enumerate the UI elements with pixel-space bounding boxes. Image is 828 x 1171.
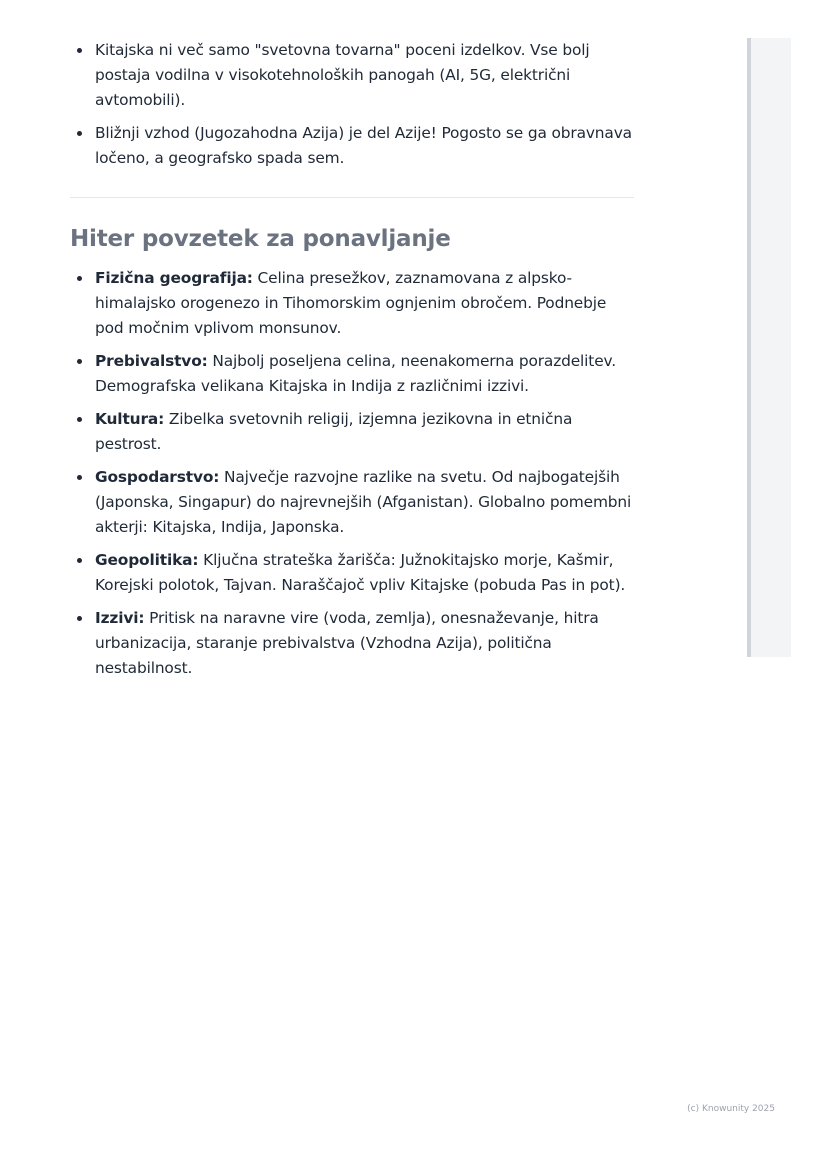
item-text: Zibelka svetovnih religij, izjemna jezikovna in etnična pestrost. [95, 410, 573, 453]
list-item: Bližnji vzhod (Jugozahodna Azija) je del Azije! Pogosto se ga obravnava ločeno, a geografsko spada sem. [70, 121, 636, 171]
intro-list [70, 38, 636, 171]
list-item: Kitajska ni več samo "svetovna tovarna" poceni izdelkov. Vse bolj postaja vodilna v visokotehnoloških panogah (AI, 5G, električni avtomobili). [70, 38, 636, 113]
list-item [70, 266, 636, 341]
item-label: Fizična geografija: [95, 269, 253, 287]
item-text: Pritisk na naravne vire (voda, zemlja), onesnaževanje, hitra urbanizacija, staranje prebivalstva (Vzhodna Azija), politična nestabilnost. [95, 609, 599, 677]
list-item [70, 407, 636, 457]
item-text: Celina presežkov, zaznamovana z alpsko-himalajsko orogenezo in Tihomorskim ognjenim obročem. Podnebje pod močnim vplivom monsunov. [95, 269, 607, 337]
item-label: Geopolitika: [95, 551, 199, 569]
item-label: Gospodarstvo: [95, 468, 220, 486]
footer-copyright: (c) Knowunity 2025 [687, 1104, 775, 1114]
list-item [70, 349, 636, 399]
list-item [70, 465, 636, 540]
item-text: Ključna strateška žarišča: Južnokitajsko morje, Kašmir, Korejski polotok, Tajvan. Naraščajoč vpliv Kitajske (pobuda Pas in pot). [95, 551, 626, 594]
list-item [70, 548, 636, 598]
section-heading: Hiter povzetek za ponavljanje [70, 226, 451, 252]
side-panel [747, 38, 791, 657]
list-item [70, 606, 636, 681]
item-text: Največje razvojne razlike na svetu. Od najbogatejših (Japonska, Singapur) do najrevnejših (Afganistan). Globalno pomembni akterji: Kitajska, Indija, Japonska. [95, 468, 632, 536]
item-label: Prebivalstvo: [95, 352, 208, 370]
item-label: Kultura: [95, 410, 165, 428]
document-content [70, 38, 636, 689]
summary-list [70, 266, 636, 681]
item-text: Najbolj poseljena celina, neenakomerna porazdelitev. Demografska velikana Kitajska in Indija z različnimi izzivi. [95, 352, 617, 395]
section-divider [70, 197, 634, 198]
item-label: Izzivi: [95, 609, 145, 627]
